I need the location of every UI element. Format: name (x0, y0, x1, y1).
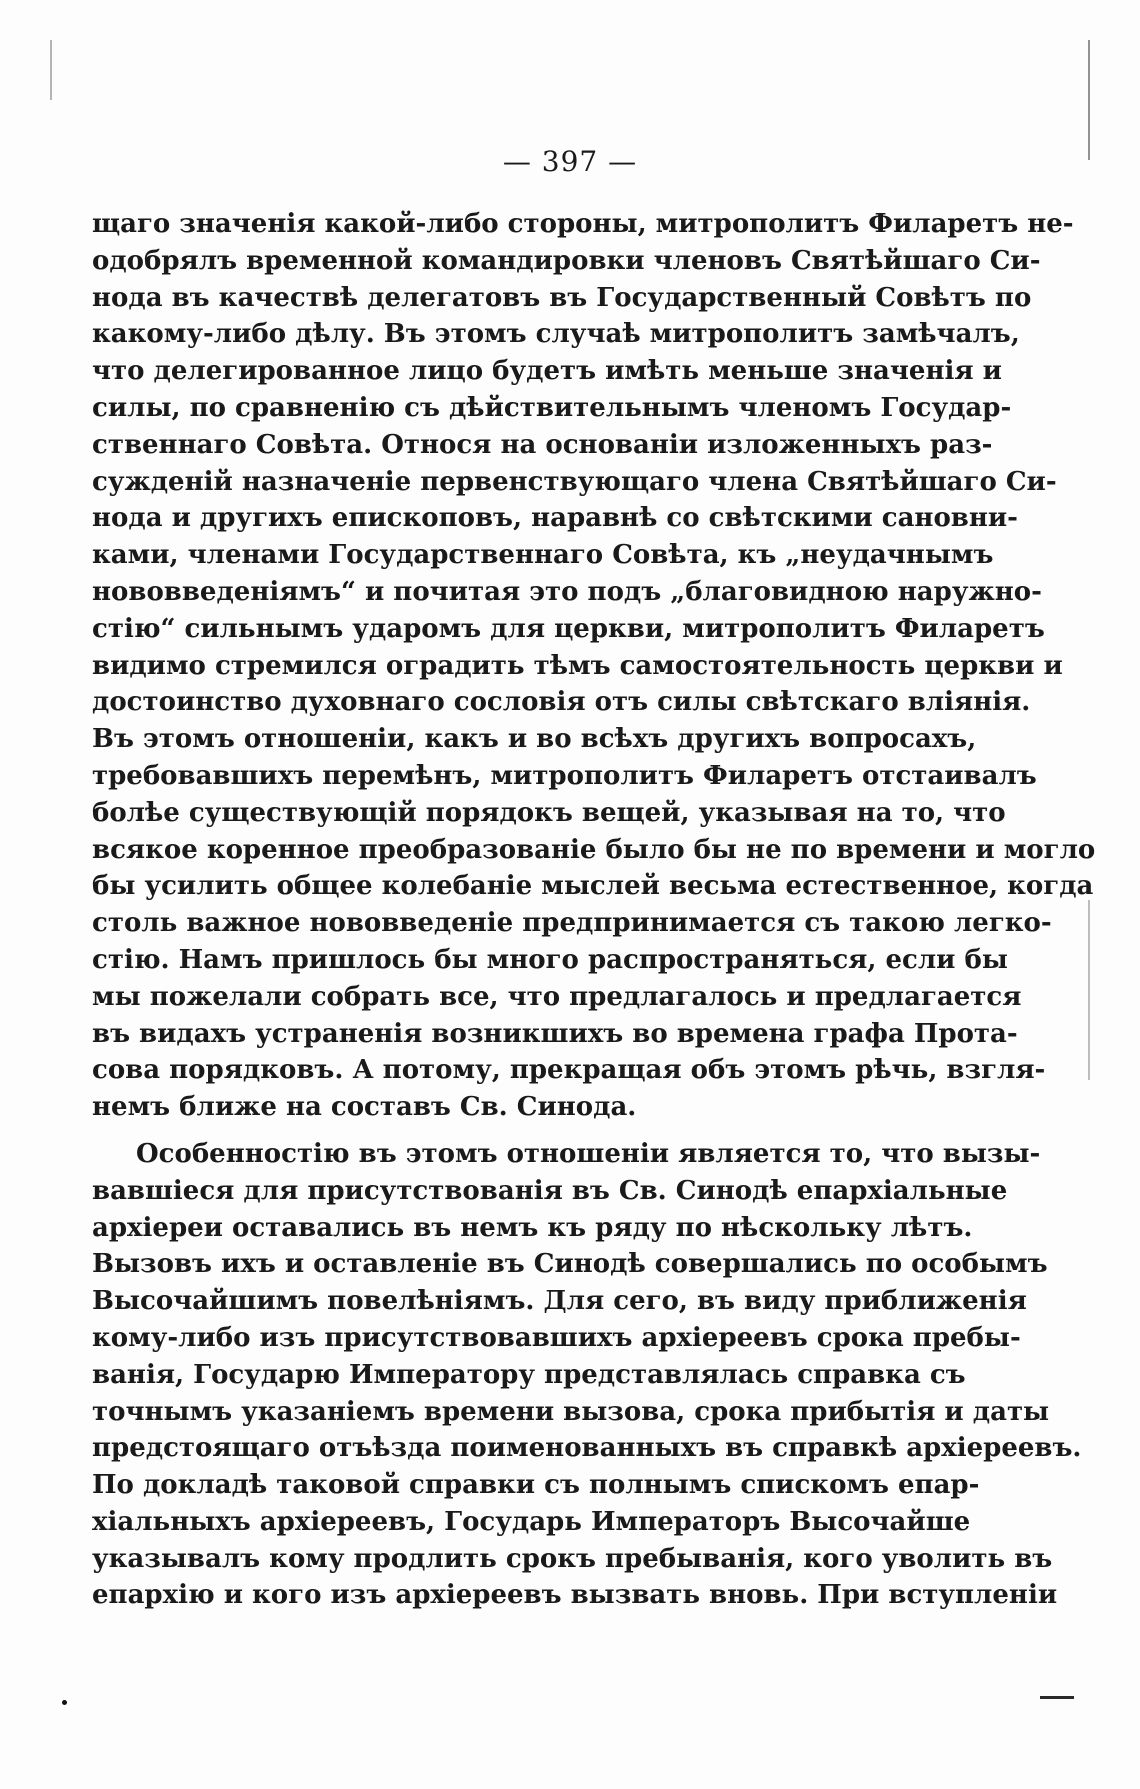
scan-dot-bottom-left (62, 1700, 67, 1705)
text-line: указывалъ кому продлить срокъ пребыванія, кого уволить въ (92, 1543, 1053, 1574)
text-line: Вызовъ ихъ и оставленіе въ Синодѣ совершались по особымъ (92, 1249, 1048, 1280)
scan-edge-mark-right (1088, 40, 1090, 160)
scan-edge-mark-right-lower (1088, 900, 1090, 1080)
text-line: столь важное нововведеніе предпринимается съ такою легко- (92, 908, 1052, 939)
text-line: щаго значенія какой-либо стороны, митрополитъ Филаретъ не- (92, 209, 1074, 239)
text-line: По докладѣ таковой справки съ полнымъ спискомъ епар- (92, 1470, 980, 1501)
paragraph-gap (92, 1126, 878, 1136)
text-line: болѣе существующій порядокъ вещей, указывая на то, что (92, 797, 1006, 828)
text-line: достоинство духовнаго сословія отъ силы свѣтскаго вліянія. (92, 687, 1031, 718)
text-line: сова порядковъ. А потому, прекращая объ этомъ рѣчь, взгля- (92, 1055, 1046, 1086)
text-line: что делегированное лицо будетъ имѣть меньше значенія и (92, 356, 1002, 387)
text-line: видимо стремился оградить тѣмъ самостоятельность церкви и (92, 650, 1063, 681)
text-line: какому-либо дѣлу. Въ этомъ случаѣ митрополитъ замѣчалъ, (92, 319, 1020, 350)
page-number: — 397 — (502, 145, 638, 178)
body-text (92, 206, 1096, 1614)
scan-edge-mark-left (50, 40, 52, 100)
text-line: въ видахъ устраненія возникшихъ во времена графа Прота- (92, 1018, 1018, 1049)
text-line: одобрялъ временной командировки членовъ Святѣйшаго Си- (92, 245, 1041, 276)
text-line: нововведеніямъ“ и почитая это подъ „благовидною наружно- (92, 576, 1042, 607)
text-line: нода и другихъ епископовъ, наравнѣ со свѣтскими сановни- (92, 503, 1018, 534)
text-line: стію. Намъ пришлось бы много распространяться, если бы (92, 944, 1008, 975)
text-line: архіереи оставались въ немъ къ ряду по нѣскольку лѣтъ. (92, 1212, 973, 1243)
text-line: ванія, Государю Императору представлялась справка съ (92, 1359, 966, 1390)
text-line: Особенностію въ этомъ отношеніи является то, что вызы- (136, 1138, 1041, 1169)
text-line: бы усилить общее колебаніе мыслей весьма естественное, когда (92, 871, 1094, 902)
text-line: стію“ сильнымъ ударомъ для церкви, митрополитъ Филаретъ (92, 613, 1045, 644)
text-line: мы пожелали собрать все, что предлагалось и предлагается (92, 981, 1022, 1012)
text-line: вавшіеся для присутствованія въ Св. Синодѣ епархіальные (92, 1175, 1008, 1206)
text-line: требовавшихъ перемѣнъ, митрополитъ Филаретъ отстаивалъ (92, 760, 1037, 791)
text-line: предстоящаго отъѣзда поименованныхъ въ справкѣ архіереевъ. (92, 1433, 1082, 1464)
text-line: ственнаго Совѣта. Относя на основаніи изложенныхъ раз- (92, 429, 993, 460)
text-line: хіальныхъ архіереевъ, Государь Императоръ Высочайше (92, 1506, 971, 1537)
scan-dash-bottom-right (1040, 1696, 1074, 1699)
text-line: ками, членами Государственнаго Совѣта, къ „неудачнымъ (92, 540, 994, 571)
text-line: Высочайшимъ повелѣніямъ. Для сего, въ виду приближенія (92, 1286, 1027, 1317)
text-line: силы, по сравненію съ дѣйствительнымъ членомъ Государ- (92, 392, 1012, 423)
text-line: сужденій назначеніе первенствующаго члена Святѣйшаго Си- (92, 466, 1057, 497)
text-line: Въ этомъ отношеніи, какъ и во всѣхъ другихъ вопросахъ, (92, 724, 977, 755)
text-line: нода въ качествѣ делегатовъ въ Государственный Совѣтъ по (92, 282, 1032, 313)
paragraph-1 (92, 206, 1096, 1126)
text-line: епархію и кого изъ архіереевъ вызвать вновь. При вступленіи (92, 1580, 1058, 1611)
text-line: кому-либо изъ присутствовавшихъ архіереевъ срока пребы- (92, 1322, 1021, 1353)
text-line: всякое коренное преобразованіе было бы не по времени и могло (92, 834, 1096, 865)
paragraph-2 (92, 1136, 1082, 1614)
text-line: немъ ближе на составъ Св. Синода. (92, 1092, 637, 1123)
text-line: точнымъ указаніемъ времени вызова, срока прибытія и даты (92, 1396, 1050, 1427)
